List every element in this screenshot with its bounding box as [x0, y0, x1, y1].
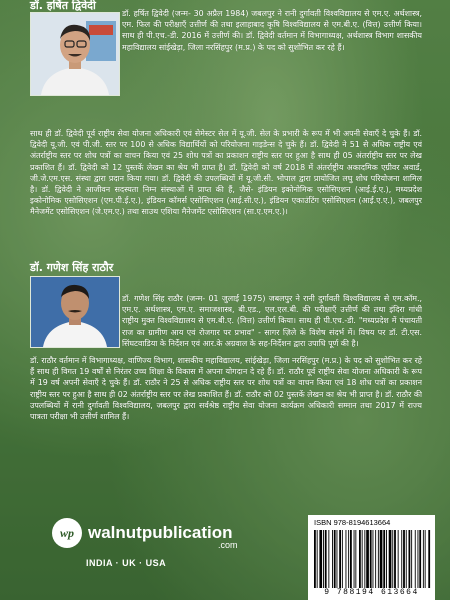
author1-bio-details: साथ ही डॉ. द्विवेदी पूर्व राष्ट्रीय सेवा योजना अधिकारी एवं सेमेस्टर सेल में यू.जी. सेल के प्रभारी के रूप में भी अपनी सेवाएँ दे चुके हैं। डॉ. द्विवेदी यू.जी. एवं पी.जी. स्तर पर 100 से अधिक विद्यार्थियों को परियोजना गाइडेन्स दे चुके हैं। डॉ. द्विवेदी ने 51 से अधिक राष्ट्रीय एवं अंतर्राष्ट्रीय स्तर पर शोध पत्रों का वाचन किया एवं 25 शोध पत्रों का प्रकाशन राष्ट्रीय स्तर पर हुआ है साथ ही 05 अंतर्राष्ट्रीय स्तर पर लेख प्रकाशित हैं। डॉ. द्विवेदी को 12 पुस्तकें लेखन का श्रेय भी प्राप्त है। डॉ. द्विवेदी को वर्ष 2018 में अंतर्राष्ट्रीय अकादमिक एग्रीवर अवार्ड, जी.जे.एम.एस. संस्था द्वारा प्रदान किया गया। डॉ. द्विवेदी की उपलब्धियों में यू.जी.सी. भोपाल द्वारा प्रायोजित लघु शोध परियोजना शामिल है। डॉ. द्विवेदी ने आजीवन सदस्यता निम्न संस्थाओं में प्राप्त की हैं, जैसे- इंडियन इकोनोमिक एसोसिएशन (आई.ई.ए.), मध्यप्रदेश इकोनोमिक एसोसिएशन (एम.पी.ई.ए.), इंडियन कॉमर्स एसोसिएशन (आई.सी.ए.), इंडियन एकाउंटिंग एसोसिएशन (आई.ए.ए.), जबलपुर मैनेजमेंट एसोसिएशन (जे.एम.ए.) तथा साउथ एशिया मैनेजमेंट एसोसिएशन (सा.ए.एम.ए.)। [30, 129, 422, 217]
author2-photo [30, 276, 120, 348]
author2-bio-details: डॉ. राठौर वर्तमान में विभागाध्यक्ष, वाणिज्य विभाग, शासकीय महाविद्यालय, सांईखेड़ा, जिला नरसिंहपुर (म.प्र.) के पद को सुशोभित कर रहे हैं साथ ही विगत 19 वर्षों से निरंतर उच्च शिक्षा के विकास में अपना योगदान दे रहे हैं। डॉ. राठौर पूर्व राष्ट्रीय सेवा योजना अधिकारी के रूप में 19 वर्ष अपनी सेवाएँ दे चुके हैं। डॉ. राठौर ने 25 से अधिक राष्ट्रीय स्तर पर शोध पत्रों का वाचन किया एवं 18 शोध पत्रों का प्रकाशन राष्ट्रीय स्तर पर हुआ है साथ ही 02 अंतर्राष्ट्रीय स्तर पर लेख प्रकाशित हैं। डॉ. राठौर को 02 पुस्तकें लेखन का श्रेय भी प्राप्त है। डॉ. राठौर की उपलब्धियों में रानी दुर्गावती विश्वविद्यालय, जबलपुर द्वारा सर्वश्रेष्ठ राष्ट्रीय सेवा योजना कार्यक्रम अधिकारी सम्मान तथा 2017 में राज्य पात्रता परीक्षा भी उत्तीर्ण शामिल हैं। [30, 356, 422, 422]
publisher-domain: .com [218, 540, 238, 550]
author2-bio-intro: डॉ. गणेश सिंह राठौर (जन्म- 01 जुलाई 1975) जबलपुर ने रानी दुर्गावती विश्वविद्यालय से एम.कॉम., एम.ए. अर्थशास्त्र, एम.ए. समाजशास्त्र, बी.एड., एल.एल.बी. की परीक्षाएँ उत्तीर्ण की तथा इंदिरा गांधी राष्ट्रीय मुक्त विश्वविद्यालय से एम.बी.ए. (वित्त) उत्तीर्ण किया। साथ ही पी.एच.-डी. "मध्यप्रदेश में पंचायती राज का ग्रामीण आय एवं रोजगार पर प्रभाव" - सागर ज़िले के विशेष संदर्भ में। विषय पर डॉ. टी.एस. सिंघटवाडिया के निर्देशन एवं आर.के अग्रवाल के सह-निर्देशन द्वारा उपाधि पूर्ण की है। [122, 294, 422, 348]
author1-bio-intro: डॉ. हर्षित द्विवेदी (जन्म- 30 अप्रैल 1984) जबलपुर ने रानी दुर्गावती विश्वविद्यालय से एम.ए. अर्थशास्त्र, एम. फिल की परीक्षाएँ उत्तीर्ण की तथा इलाहाबाद कृषि विश्वविद्यालय से एम.बी.ए. (वित्त) उत्तीर्ण किया। साथ ही पी.एच.-डी. 2016 में उत्तीर्ण की। डॉ. द्विवेदी वर्तमान में विभागाध्यक्ष, अर्थशास्त्र विभाग शासकीय महाविद्यालय सांईखेड़ा, जिला नरसिंहपुर (म.प्र.) के पद को सुशोभित कर रहे हैं। [122, 9, 422, 52]
author1-photo [30, 12, 120, 96]
walnut-publication-logo-icon: wp [52, 518, 82, 548]
publisher-name: walnutpublication [88, 523, 233, 542]
barcode-digits: 9 788194 613664 [324, 588, 419, 597]
author1-name: डॉ. हर्षित द्विवेदी [30, 0, 96, 12]
publisher-countries: INDIA · UK · USA [86, 558, 167, 568]
publisher-logo [52, 518, 233, 548]
author2-name: डॉ. गणेश सिंह राठौर [30, 261, 114, 274]
isbn-barcode [308, 515, 435, 600]
isbn-label: ISBN 978-8194613664 [314, 518, 391, 527]
barcode-icon [312, 530, 431, 588]
